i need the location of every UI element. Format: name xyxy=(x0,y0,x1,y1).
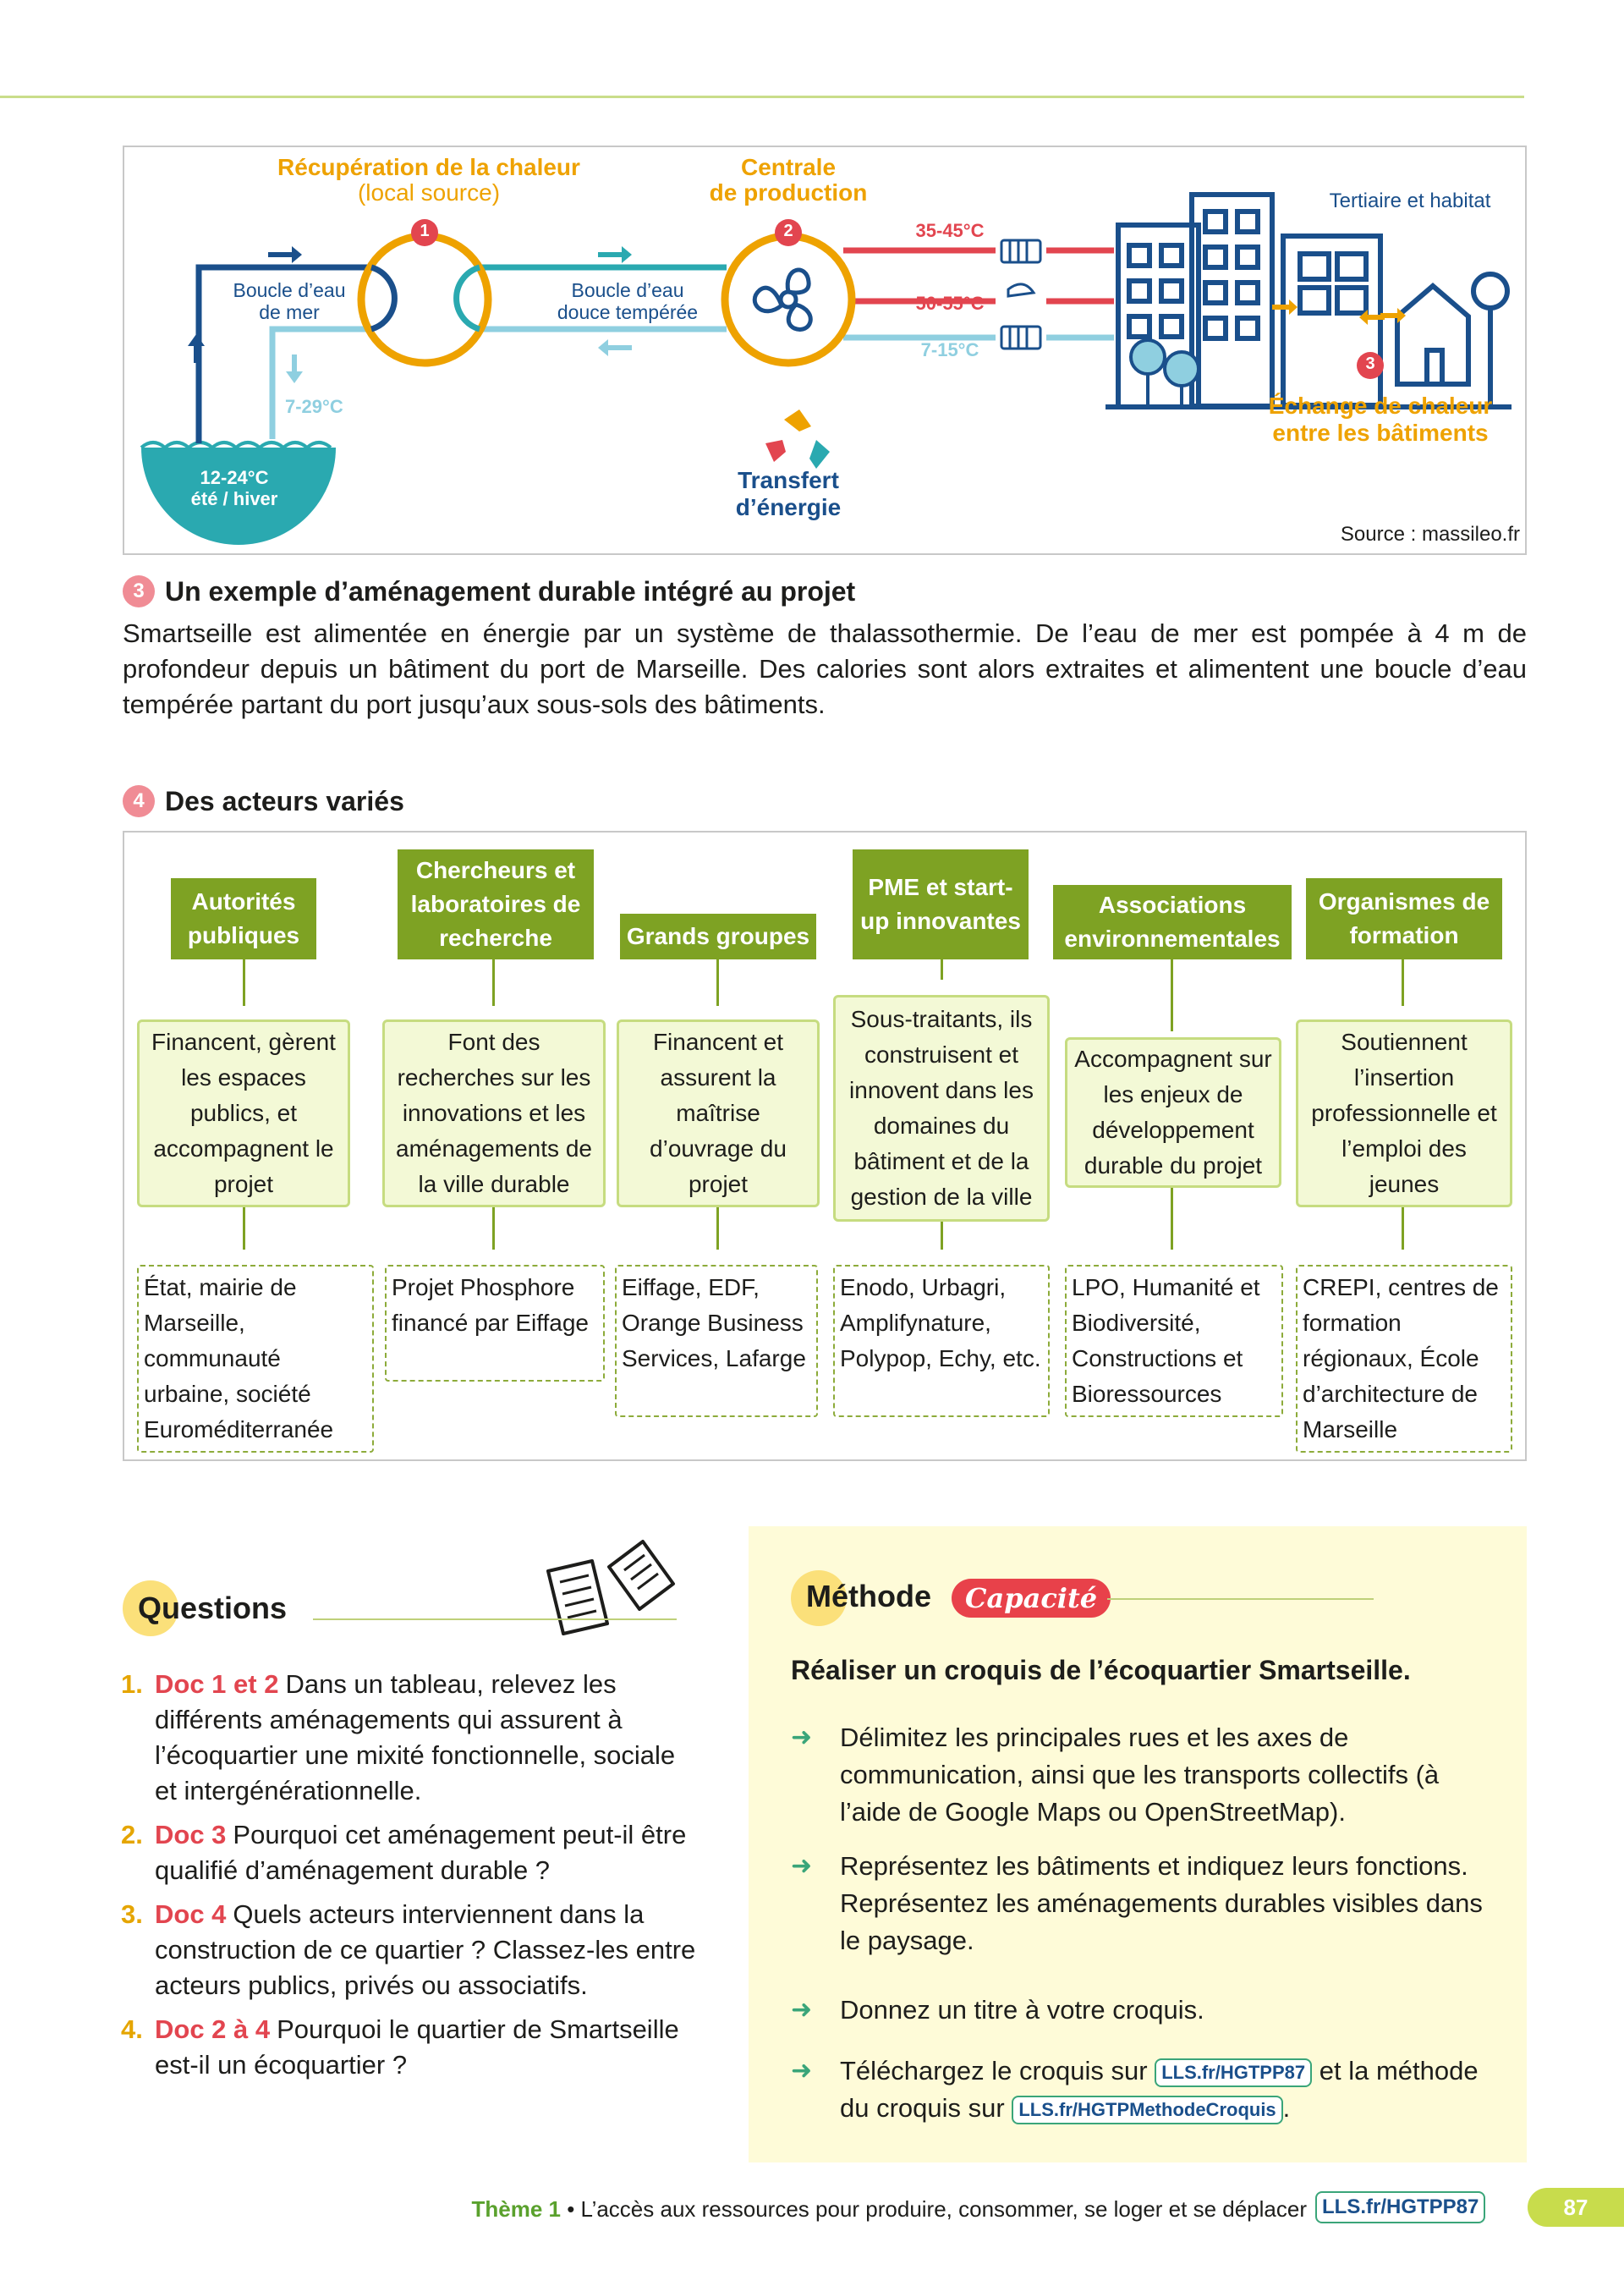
echange-label xyxy=(1237,393,1524,447)
actor-head-autorites: Autorités publiques xyxy=(171,878,316,959)
capacite-badge: Capacité xyxy=(952,1579,1111,1618)
actor-role-pme: Sous-traitants, ils construisent et innovent dans les domaines du bâtiment et de la gestion de la ville xyxy=(833,995,1050,1222)
heat-exchanger-icon xyxy=(361,236,488,363)
method-step-text: Délimitez les principales rues et les axes de communication, ainsi que les transports collectifs (à l’aide de Google Maps ou OpenStreetMap). xyxy=(840,1723,1440,1827)
method-title-rule xyxy=(1107,1598,1374,1600)
thalassothermie-diagram xyxy=(123,146,1527,555)
question-body xyxy=(155,1667,696,1809)
method-step-text: Représentez les bâtiments et indiquez leurs fonctions. Représentez les aménagements durables visibles dans le paysage. xyxy=(840,1851,1483,1955)
fresh-loop-label xyxy=(526,279,729,324)
connector xyxy=(243,959,245,1006)
centrale-subtitle: de production xyxy=(709,179,868,206)
connector xyxy=(492,959,495,1006)
footer-text xyxy=(471,2196,1307,2223)
temp-hot-label: 35-45°C xyxy=(915,220,985,241)
production-plant-icon xyxy=(725,236,852,363)
badge-2: 2 xyxy=(783,222,793,240)
actor-examples-associations: LPO, Humanité et Biodiversité, Constructions et Bioressources xyxy=(1065,1265,1283,1417)
doc3-title: Un exemple d’aménagement durable intégré au projet xyxy=(165,575,856,607)
methode-croquis-link[interactable]: LLS.fr/HGTPMethodeCroquis xyxy=(1012,2096,1282,2124)
actor-examples-formation: CREPI, centres de formation régionaux, École d’architecture de Marseille xyxy=(1296,1265,1512,1453)
footer-link[interactable]: LLS.fr/HGTPP87 xyxy=(1315,2191,1485,2223)
echange-line1: Échange de chaleur xyxy=(1268,393,1493,419)
transfert-line2: d’énergie xyxy=(735,494,842,521)
footer-separator: • xyxy=(560,2196,581,2222)
arrow-right-icon: ➜ xyxy=(791,1723,813,1751)
doc3-text: Smartseille est alimentée en énergie par un système de thalassothermie. De l’eau de mer est pompée à 4 m de profondeur depuis un bâtiment du port de Marseille. Des calories sont alors extraites et alimentent une boucle d’eau tempérée partant du port jusqu’aux sous-sols des bâtiments. xyxy=(123,618,1527,719)
connector xyxy=(941,1222,943,1250)
tertiaire-label: Tertiaire et habitat xyxy=(1329,190,1491,212)
method-step4-text-c: . xyxy=(1282,2093,1291,2123)
temp-cold-label: 7-15°C xyxy=(920,339,979,360)
connector xyxy=(716,959,719,1006)
question-body xyxy=(155,2012,696,2083)
connector xyxy=(1171,1188,1173,1250)
arrow-right-icon: ➜ xyxy=(791,2057,813,2085)
method-subtitle: Réaliser un croquis de l’écoquartier Smartseille. xyxy=(791,1655,1411,1685)
page-number: 87 xyxy=(1528,2188,1624,2227)
actor-head-associations: Associations environnementales xyxy=(1053,885,1292,959)
sea-temp-line2: été / hiver xyxy=(190,488,278,510)
method-step xyxy=(791,2052,1493,2127)
question-body xyxy=(155,1817,696,1888)
connector xyxy=(716,1207,719,1250)
actor-examples-autorites: État, mairie de Marseille, communauté urbaine, société Euroméditerranée xyxy=(137,1265,374,1453)
actor-role-grands-groupes: Financent et assurent la maîtrise d’ouvrage du projet xyxy=(617,1019,820,1207)
question-doc-ref: Doc 3 xyxy=(155,1820,227,1849)
method-step xyxy=(791,1848,1493,1959)
question-item xyxy=(121,2012,696,2083)
top-rule xyxy=(0,96,1524,98)
recycle-icon xyxy=(765,409,830,469)
arrow-right-icon: ➜ xyxy=(791,1852,813,1880)
question-doc-ref: Doc 1 et 2 xyxy=(155,1669,279,1699)
temp-mid-label: 50-55°C xyxy=(915,293,985,314)
doc3-heading xyxy=(123,575,855,607)
sea-temp-line1: 12-24°C xyxy=(200,467,269,488)
doc3-number-badge: 3 xyxy=(123,575,155,607)
actor-role-chercheurs: Font des recherches sur les innovations et les aménagements de la ville durable xyxy=(382,1019,606,1207)
method-step4-text-a: Téléchargez le croquis sur xyxy=(840,2056,1148,2085)
fresh-loop-label-line1: Boucle d’eau xyxy=(571,279,684,301)
arrow-right-icon: ➜ xyxy=(791,1996,813,2024)
question-number: 1. xyxy=(121,1669,143,1699)
method-step xyxy=(791,1992,1493,2029)
actor-role-formation: Soutiennent l’insertion professionnelle et l’emploi des jeunes xyxy=(1296,1019,1512,1207)
sea-loop-label-line1: Boucle d’eau xyxy=(233,279,346,301)
actor-head-pme: PME et start-up innovantes xyxy=(853,849,1029,959)
actor-head-formation: Organismes de formation xyxy=(1306,878,1502,959)
questions-header xyxy=(123,1584,596,1635)
doc4-title: Des acteurs variés xyxy=(165,785,404,816)
question-text: Pourquoi le quartier de Smartseille est-il un écoquartier ? xyxy=(155,2014,679,2080)
question-text: Pourquoi cet aménagement peut-il être qualifié d’aménagement durable ? xyxy=(155,1820,687,1885)
source-label: Source : massileo.fr xyxy=(1340,523,1520,546)
footer-theme: Thème 1 xyxy=(471,2196,561,2222)
sea-loop-return xyxy=(272,329,371,439)
recup-subtitle: (local source) xyxy=(357,179,501,206)
doc4-number-badge: 4 xyxy=(123,785,155,817)
radiator-icon-2 xyxy=(1001,327,1040,349)
method-box xyxy=(749,1526,1527,2162)
actor-role-autorites: Financent, gèrent les espaces publics, et accompagnent le projet xyxy=(137,1019,350,1207)
transfert-line1: Transfert xyxy=(738,467,839,493)
question-doc-ref: Doc 2 à 4 xyxy=(155,2014,271,2044)
method-title: Méthode xyxy=(806,1579,931,1613)
connector xyxy=(941,959,943,980)
sea-loop-label xyxy=(213,279,365,324)
footer-theme-title: L’accès aux ressources pour produire, consommer, se loger et se déplacer xyxy=(580,2196,1307,2222)
connector xyxy=(243,1207,245,1250)
sea-loop-label-line2: de mer xyxy=(259,301,320,324)
connector xyxy=(1402,959,1404,1006)
question-item xyxy=(121,1897,696,2003)
shower-icon xyxy=(1008,284,1034,296)
question-item xyxy=(121,1817,696,1888)
recup-title: Récupération de la chaleur xyxy=(277,154,580,180)
actor-examples-grands-groupes: Eiffage, EDF, Orange Business Services, Lafarge xyxy=(615,1265,818,1417)
badge-1: 1 xyxy=(420,222,430,240)
actor-examples-pme: Enodo, Urbagri, Amplifynature, Polypop, Echy, etc. xyxy=(833,1265,1050,1417)
method-step xyxy=(791,1719,1493,1831)
doc4-heading xyxy=(123,785,404,817)
connector xyxy=(1402,1207,1404,1250)
actor-examples-chercheurs: Projet Phosphore financé par Eiffage xyxy=(385,1265,605,1382)
question-text: Quels acteurs interviennent dans la construction de ce quartier ? Classez-les entre acteurs publics, privés ou associatifs. xyxy=(155,1899,696,2000)
questions-title: Questions xyxy=(138,1591,288,1625)
question-item xyxy=(121,1667,696,1809)
fresh-loop-label-line2: douce tempérée xyxy=(557,301,699,324)
question-text: Dans un tableau, relevez les différents aménagements qui assurent à l’écoquartier une mixité fonctionnelle, sociale et intergénérationnelle. xyxy=(155,1669,676,1805)
actor-head-grands-groupes: Grands groupes xyxy=(620,914,816,959)
centrale-title: Centrale xyxy=(740,154,837,180)
seawater-temp-label: 7-29°C xyxy=(285,396,343,417)
transfert-label xyxy=(700,467,877,521)
actors-diagram xyxy=(123,831,1527,1461)
method-step-text xyxy=(840,2052,1493,2127)
radiator-icon xyxy=(1001,240,1040,262)
actor-head-chercheurs: Chercheurs et laboratoires de recherche xyxy=(398,849,594,959)
echange-line2: entre les bâtiments xyxy=(1272,420,1489,447)
question-doc-ref: Doc 4 xyxy=(155,1899,227,1929)
croquis-link[interactable]: LLS.fr/HGTPP87 xyxy=(1155,2058,1312,2087)
questions-title-rule xyxy=(313,1618,677,1620)
sea-temp-label xyxy=(158,467,310,510)
method-step4-text-b: et la méthode du croquis sur xyxy=(840,2056,1479,2123)
connector xyxy=(1171,959,1173,1031)
question-number: 2. xyxy=(121,1820,143,1849)
questions-list xyxy=(121,1667,696,2091)
connector xyxy=(492,1207,495,1250)
badge-3: 3 xyxy=(1365,354,1375,373)
question-number: 4. xyxy=(121,2014,143,2044)
question-number: 3. xyxy=(121,1899,143,1929)
question-body xyxy=(155,1897,696,2003)
actor-role-associations: Accompagnent sur les enjeux de développement durable du projet xyxy=(1065,1037,1281,1188)
method-step-text: Donnez un titre à votre croquis. xyxy=(840,1995,1204,2025)
page-footer xyxy=(0,2188,1624,2230)
